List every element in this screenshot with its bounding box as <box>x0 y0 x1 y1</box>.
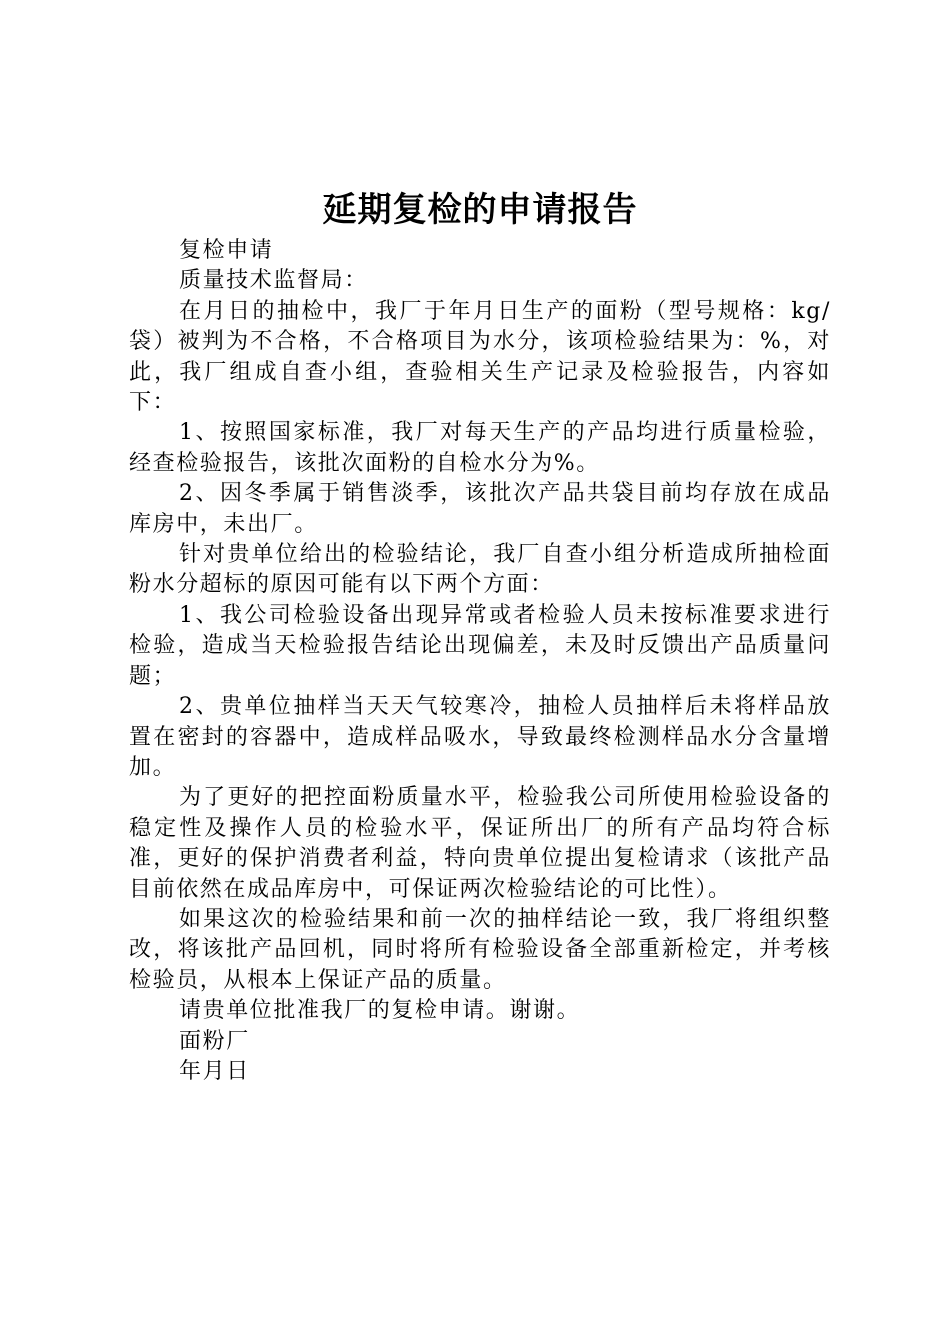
paragraph-finding-1: 1、按照国家标准，我厂对每天生产的产品均进行质量检验，经查检验报告，该批次面粉的自检水分为%。 <box>129 420 831 476</box>
paragraph-recheck-heading: 复检申请 <box>179 238 274 263</box>
paragraph-closing: 请贵单位批准我厂的复检申请。谢谢。 <box>179 998 581 1024</box>
document-title: 延期复检的申请报告 <box>322 190 638 230</box>
paragraph-commitment: 如果这次的检验结果和前一次的抽样结论一致，我厂将组织整改，将该批产品回机，同时将所有检验设备全部重新检定，并考核检验员，从根本上保证产品的质量。 <box>129 906 831 993</box>
paragraph-cause-1: 1、我公司检验设备出现异常或者检验人员未按标准要求进行检验，造成当天检验报告结论出现偏差，未及时反馈出产品质量问题； <box>129 602 831 689</box>
paragraph-inspection-summary: 在月日的抽检中，我厂于年月日生产的面粉（型号规格：kg/袋）被判为不合格，不合格项目为水分，该项检验结果为：%，对此，我厂组成自查小组，查验相关生产记录及检验报告，内容如下： <box>129 298 831 416</box>
paragraph-cause-2: 2、贵单位抽样当天天气较寒冷，抽检人员抽样后未将样品放置在密封的容器中，造成样品吸水，导致最终检测样品水分含量增加。 <box>129 694 831 780</box>
paragraph-analysis-intro: 针对贵单位给出的检验结论，我厂自查小组分析造成所抽检面粉水分超标的原因可能有以下两个方面： <box>129 542 831 598</box>
paragraph-recheck-request: 为了更好的把控面粉质量水平，检验我公司所使用检验设备的稳定性及操作人员的检验水平，保证所出厂的所有产品均符合标准，更好的保护消费者利益，特向贵单位提出复检请求（该批产品目前依然在成品库房中，可保证两次检验结论的可比性）。 <box>129 785 831 902</box>
paragraph-finding-2: 2、因冬季属于销售淡季，该批次产品共袋目前均存放在成品库房中，未出厂。 <box>129 481 831 537</box>
paragraph-addressee: 质量技术监督局： <box>179 268 368 294</box>
signature-date: 年月日 <box>179 1058 250 1084</box>
signature-organization: 面粉厂 <box>179 1028 250 1054</box>
document-body <box>129 236 831 1087</box>
